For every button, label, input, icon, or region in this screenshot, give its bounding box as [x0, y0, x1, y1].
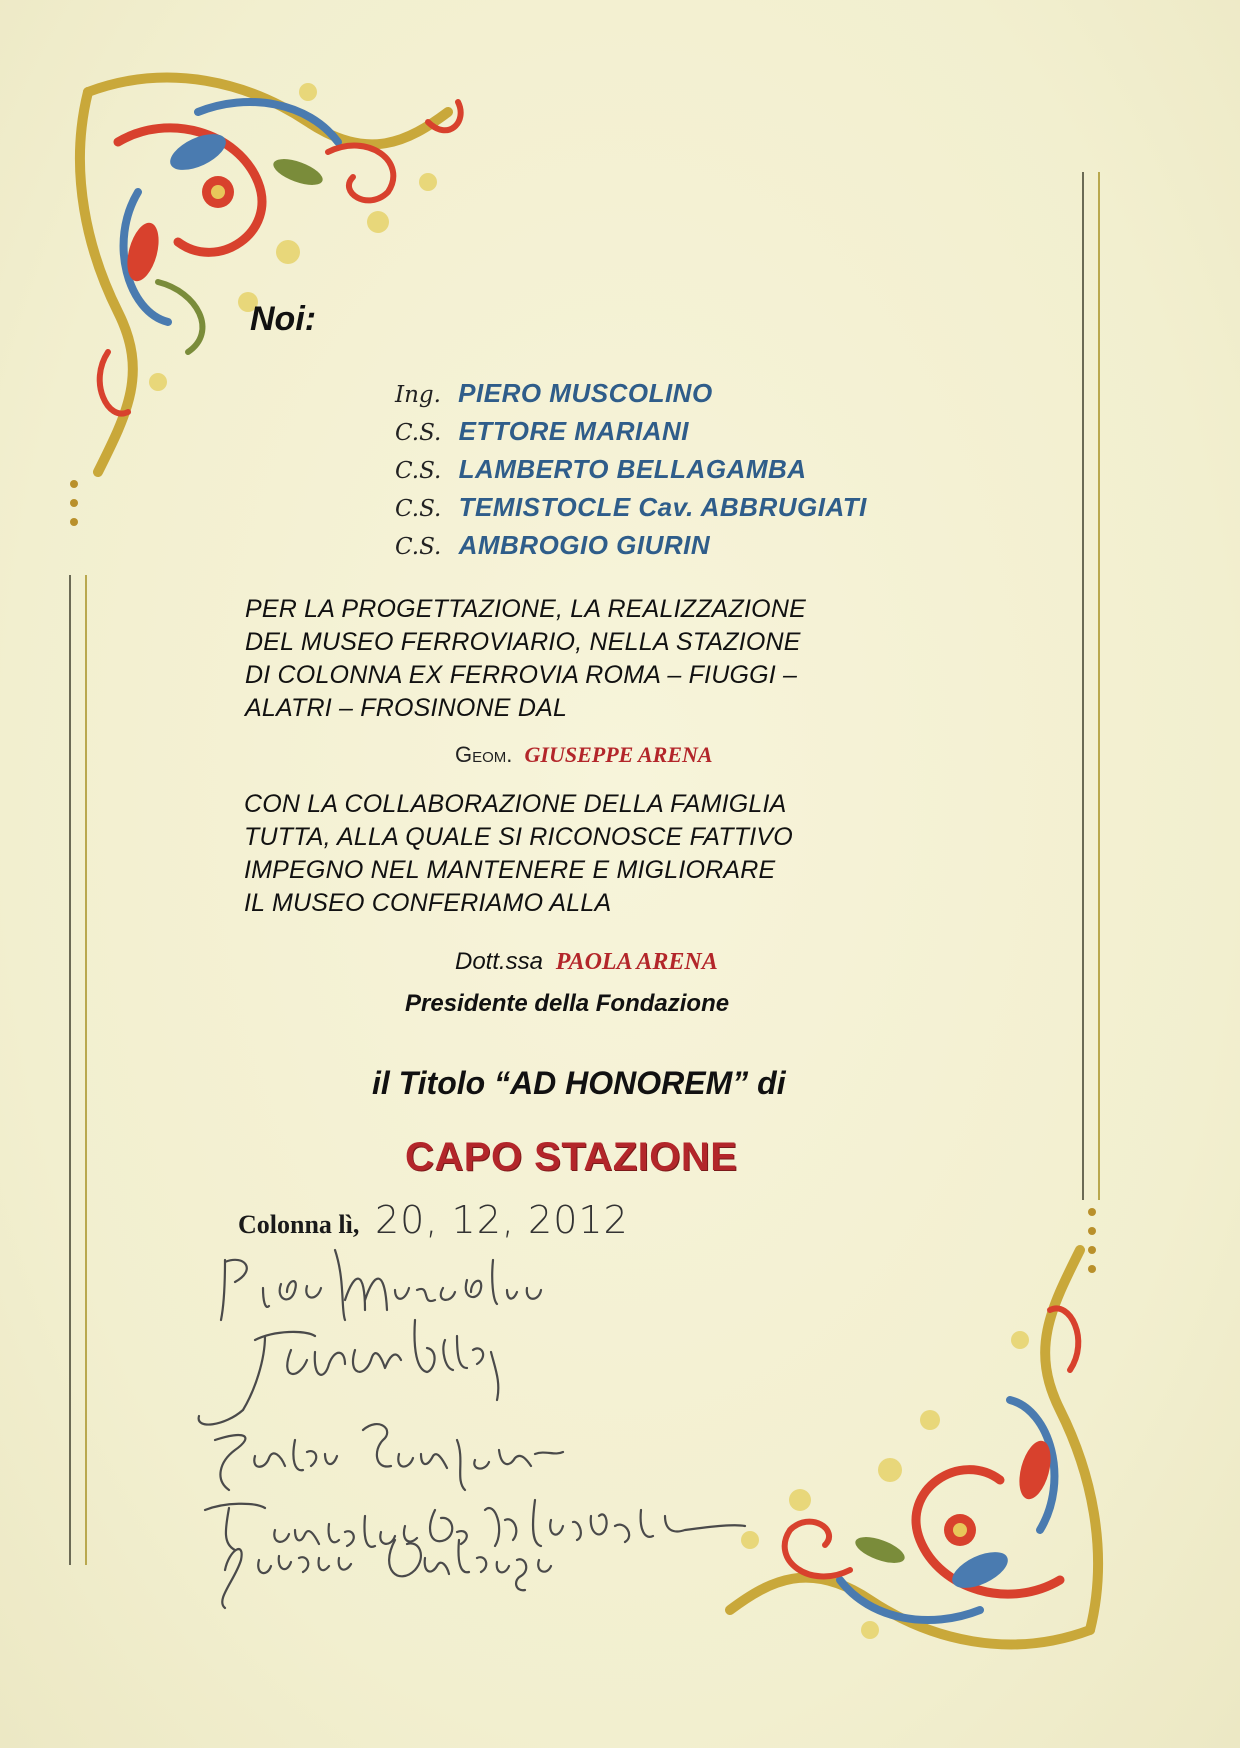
border-line-right-gold	[1098, 172, 1100, 1200]
signature-lamberto-bellagamba	[215, 1424, 563, 1490]
paragraph-project	[245, 593, 1005, 725]
signatory-name: PIERO MUSCOLINO	[458, 378, 713, 408]
recipient-role: Presidente della Fondazione	[405, 990, 730, 1017]
signatory-name: LAMBERTO BELLAGAMBA	[458, 454, 807, 484]
signature-temistocle-abbrugiati	[205, 1500, 745, 1550]
signatory-row	[395, 416, 867, 454]
signatory-name: AMBROGIO GIURIN	[458, 530, 711, 560]
signatory-title: C.S.	[395, 420, 442, 446]
signatory-row	[395, 454, 867, 492]
geom-title: Geom.	[455, 742, 513, 767]
decorative-dots	[70, 480, 78, 537]
signatory-title: Ing.	[395, 382, 441, 408]
recipient-line	[455, 948, 718, 976]
paragraph-line: ALATRI – FROSINONE DAL	[245, 694, 568, 722]
place-label: Colonna lì,	[238, 1210, 360, 1239]
signatory-name: TEMISTOCLE Cav. ABBRUGIATI	[458, 492, 867, 522]
border-line-right	[1082, 172, 1084, 1200]
paragraph-collaboration	[244, 788, 1004, 920]
award-title-line: il Titolo “AD HONOREM” di	[372, 1065, 786, 1101]
signatory-row	[395, 492, 867, 530]
border-line-left-gold	[85, 575, 87, 1565]
signatories-list	[395, 378, 867, 568]
recipient-title: Dott.ssa	[455, 948, 544, 975]
signatory-title: C.S.	[395, 496, 442, 522]
signature-mariani-ettore	[199, 1320, 499, 1425]
signature-giurin-ambrogio	[222, 1540, 551, 1608]
geom-line	[455, 742, 713, 768]
geom-name: GIUSEPPE ARENA	[524, 742, 713, 767]
paragraph-line: DEL MUSEO FERROVIARIO, NELLA STAZIONE	[245, 628, 801, 656]
paragraph-line: PER LA PROGETTAZIONE, LA REALIZZAZIONE	[245, 595, 806, 623]
recipient-name: PAOLA ARENA	[555, 949, 718, 975]
paragraph-line: TUTTA, ALLA QUALE SI RICONOSCE FATTIVO	[244, 823, 793, 851]
paragraph-line: DI COLONNA EX FERROVIA ROMA – FIUGGI –	[245, 661, 798, 689]
signature-piero-muscolino	[221, 1250, 541, 1320]
paragraph-line: IMPEGNO NEL MANTENERE E MIGLIORARE	[244, 856, 776, 884]
signatory-row	[395, 378, 867, 416]
paragraph-line: CON LA COLLABORAZIONE DELLA FAMIGLIA	[244, 790, 787, 818]
border-line-left	[69, 575, 71, 1565]
signatory-title: C.S.	[395, 534, 442, 560]
date-handwritten: 20, 12, 2012	[375, 1198, 629, 1242]
signatory-name: ETTORE MARIANI	[458, 416, 689, 446]
header-noi: Noi:	[250, 300, 317, 338]
signatory-row	[395, 530, 867, 568]
award-capo-stazione: CAPO STAZIONE	[405, 1135, 738, 1179]
paragraph-line: IL MUSEO CONFERIAMO ALLA	[244, 889, 612, 917]
handwritten-signatures	[195, 1240, 755, 1610]
signatory-title: C.S.	[395, 458, 442, 484]
